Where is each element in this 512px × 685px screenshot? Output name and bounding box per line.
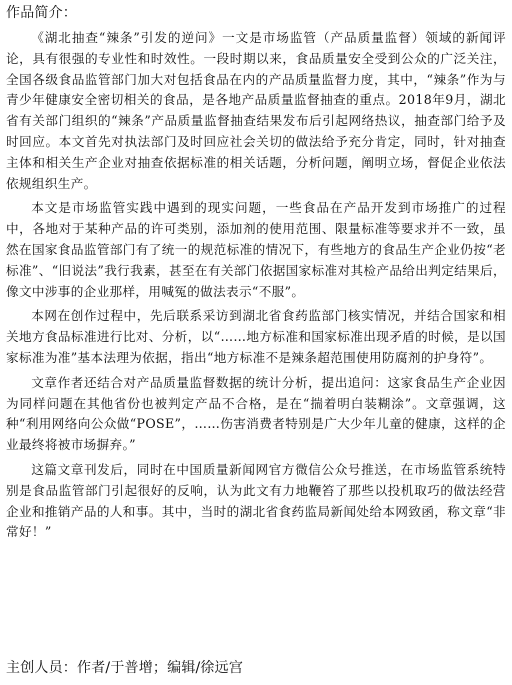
credits-line: 主创人员：作者/于普增；编辑/徐远宫: [6, 660, 244, 676]
paragraph-2: 本文是市场监管实践中遇到的现实问题，一些食品在产品开发到市场推广的过程中，各地对于某种产品的许可类别，添加剂的使用范围、限量标准等要求并不一致，虽然在国家食品监管部门有了统一的规范标准的情况下，有些地方的食品生产企业仍按“老标准”、“旧说法”我行我素，甚至在有关部门依据国家标准对其检产品给出判定结果后，像文中涉事的企业那样，用喊冤的做法表示“不服”。: [6, 200, 506, 299]
article-body: [6, 28, 506, 543]
paragraph-4: 文章作者还结合对产品质量监督数据的统计分析，提出追问：这家食品生产企业因为同样问题在其他省份也被判定产品不合格，是在“揣着明白装糊涂”。文章强调，这种“利用网络向公众做“POSE”，……伤害消费者特别是广大少年儿童的健康，这样的企业最终将被市场摒弃。”: [6, 374, 506, 453]
section-title: 作品简介：: [6, 5, 77, 21]
paragraph-3: 本网在创作过程中，先后联系采访到湖北省食药监部门核实情况，并结合国家和相关地方食品标准进行比对、分析，以“……地方标准和国家标准出现矛盾的时候，是以国家标准为准”基本法理为依据，指出“地方标准不是辣条超范围使用防腐剂的护身符”。: [6, 308, 506, 365]
paragraph-1: 《湖北抽查“辣条”引发的逆问》一文是市场监管（产品质量监督）领域的新闻评论，具有很强的专业性和时效性。一段时期以来，食品质量安全受到公众的广泛关注，全国各级食品监管部门加大对包括食品在内的产品质量监督力度，其中，“辣条”作为与青少年健康安全密切相关的食品，是各地产品质量监督抽查的重点。2018年9月，湖北省有关部门组织的“辣条”产品质量监督抽查结果发布后引起网络热议，抽查部门给予及时回应。本文首先对执法部门及时回应社会关切的做法给予充分肯定，同时，针对抽查主体和相关生产企业对抽查依据标准的相关话题，分析问题，阐明立场，督促企业依法依规组织生产。: [6, 30, 506, 191]
paragraph-5: 这篇文章刊发后，同时在中国质量新闻网官方微信公众号推送，在市场监管系统特别是食品监管部门引起很好的反响，认为此文有力地鞭笞了那些以投机取巧的做法经营企业和推销产品的人和事。其中，当时的湖北省食药监局新闻处给本网致函，称文章“非常好！”: [6, 461, 506, 540]
